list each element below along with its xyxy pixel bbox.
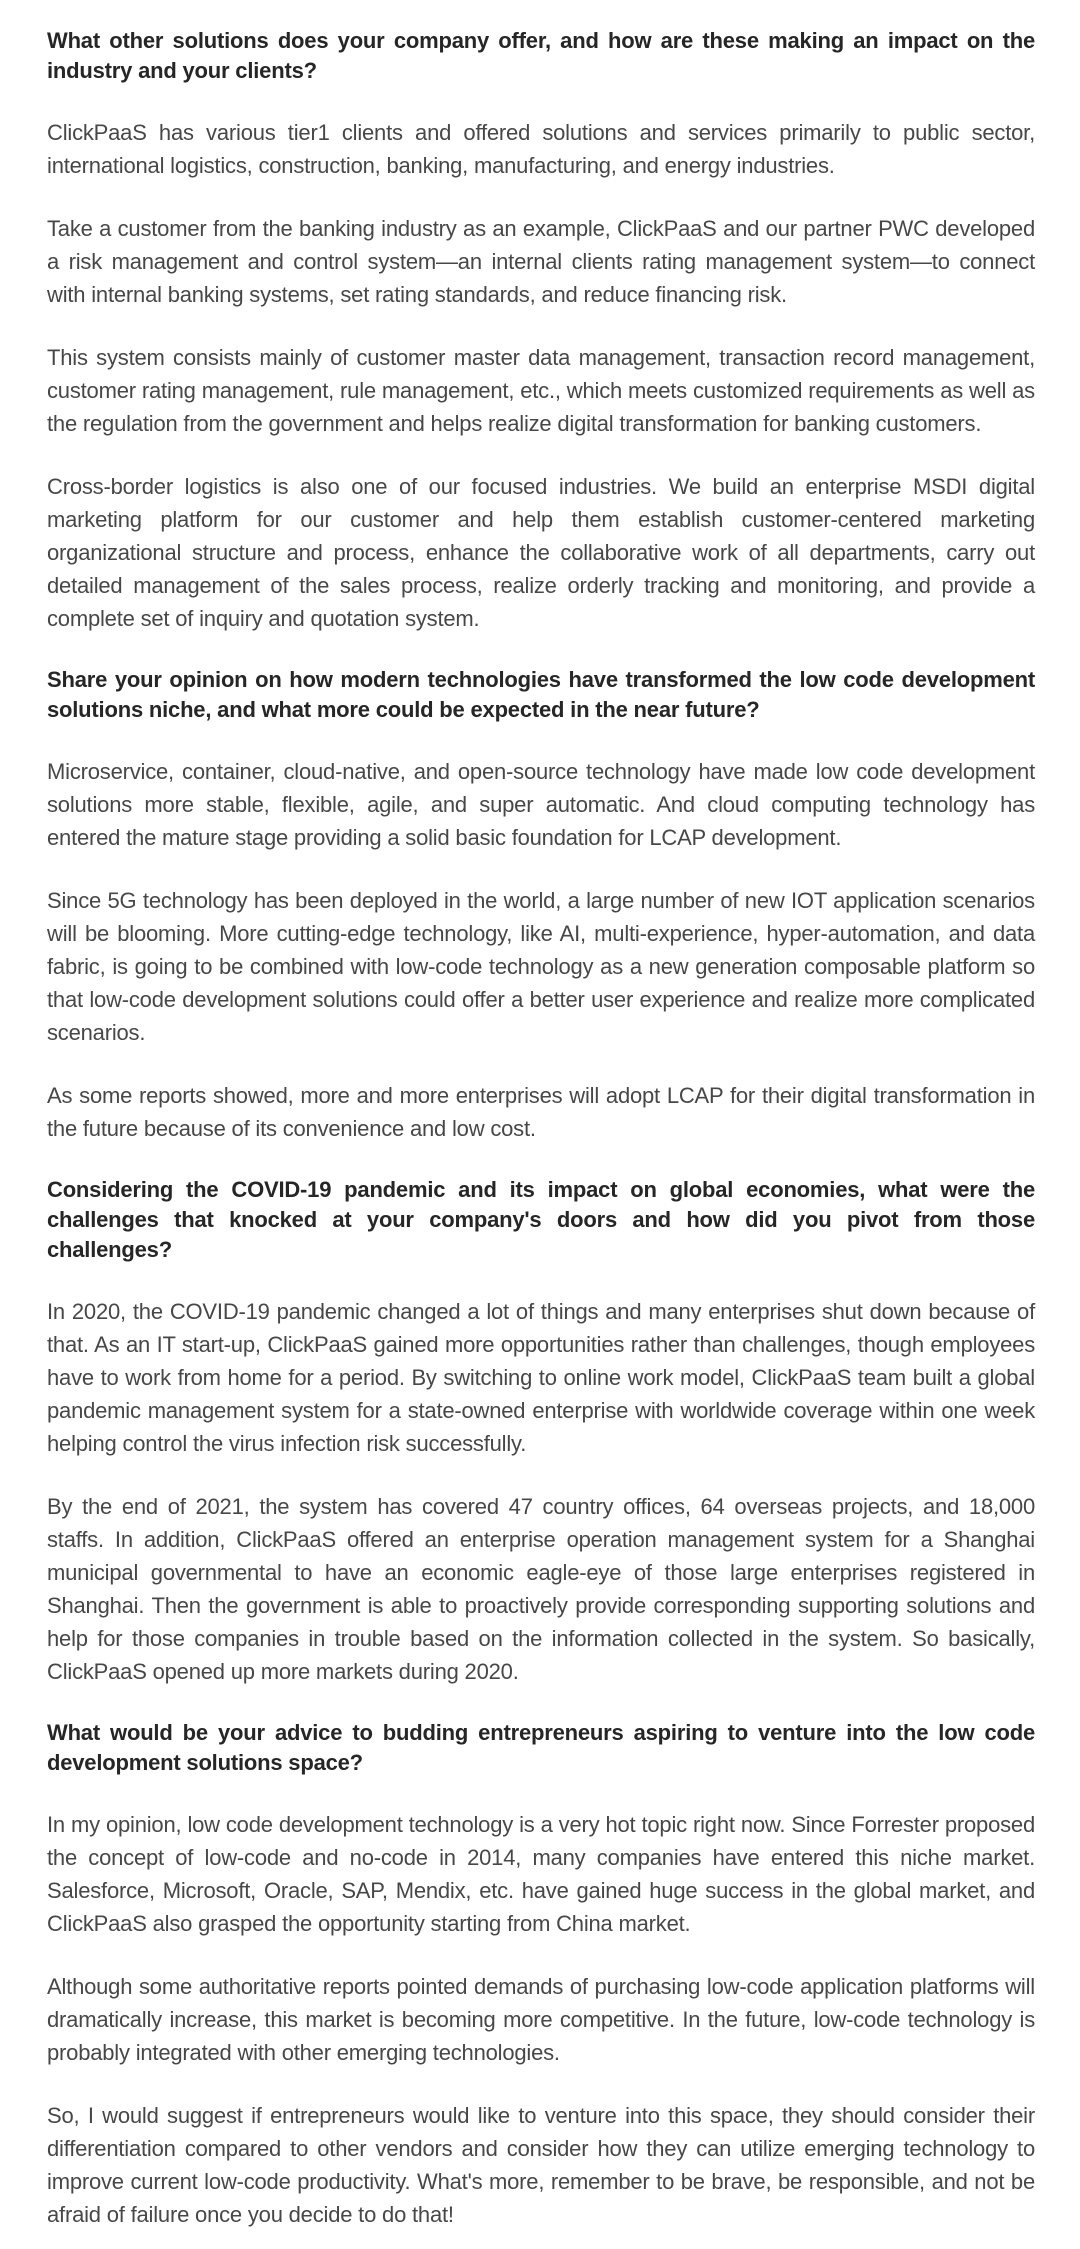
answer-paragraph: Since 5G technology has been deployed in the world, a large number of new IOT application scenarios will be blooming. More cutting-edge technology, like AI, multi-experience, hyper-automation, and data fabric, is going to be combined with low-code technology as a new generation composable platform so that low-code development solutions could offer a better user experience and realize more complicated scenarios. (47, 888, 1035, 1045)
answer-paragraph: By the end of 2021, the system has covered 47 country offices, 64 overseas projects, and 18,000 staffs. In addition, ClickPaaS offered an enterprise operation management system for a Shanghai municipal governmental to have an economic eagle-eye of those large enterprises registered in Shanghai. Then the government is able to proactively provide corresponding supporting solutions and help for those companies in trouble based on the information collected in the system. So basically, ClickPaaS opened up more markets during 2020. (47, 1494, 1035, 1684)
answer-paragraph: In 2020, the COVID-19 pandemic changed a lot of things and many enterprises shut down because of that. As an IT start-up, ClickPaaS gained more opportunities rather than challenges, though employees have to work from home for a period. By switching to online work model, ClickPaaS team built a global pandemic management system for a state-owned enterprise with worldwide coverage within one week helping control the virus infection risk successfully. (47, 1299, 1035, 1456)
answer-paragraph: Although some authoritative reports pointed demands of purchasing low-code application platforms will dramatically increase, this market is becoming more competitive. In the future, low-code technology is probably integrated with other emerging technologies. (47, 1974, 1035, 2065)
answer-paragraph: Cross-border logistics is also one of our focused industries. We build an enterprise MSDI digital marketing platform for our customer and help them establish customer-centered marketing organizational structure and process, enhance the collaborative work of all departments, carry out detailed management of the sales process, realize orderly tracking and monitoring, and provide a complete set of inquiry and quotation system. (47, 474, 1035, 631)
answer-paragraph: Take a customer from the banking industry as an example, ClickPaaS and our partner PWC developed a risk management and control system—an internal clients rating management system—to connect with internal banking systems, set rating standards, and reduce financing risk. (47, 216, 1035, 307)
question-heading: What other solutions does your company offer, and how are these making an impact on the industry and your clients? (47, 28, 1035, 83)
question-heading: What would be your advice to budding entrepreneurs aspiring to venture into the low code development solutions space? (47, 1720, 1035, 1775)
answer-paragraph: In my opinion, low code development technology is a very hot topic right now. Since Forrester proposed the concept of low-code and no-code in 2014, many companies have entered this niche market. Salesforce, Microsoft, Oracle, SAP, Mendix, etc. have gained huge success in the global market, and ClickPaaS also grasped the opportunity starting from China market. (47, 1812, 1035, 1936)
answer-paragraph: So, I would suggest if entrepreneurs would like to venture into this space, they should consider their differentiation compared to other vendors and consider how they can utilize emerging technology to improve current low-code productivity. What's more, remember to be brave, be responsible, and not be afraid of failure once you decide to do that! (47, 2103, 1035, 2227)
question-heading: Considering the COVID-19 pandemic and its impact on global economies, what were the challenges that knocked at your company's doors and how did you pivot from those challenges? (47, 1177, 1035, 1262)
answer-paragraph: This system consists mainly of customer master data management, transaction record management, customer rating management, rule management, etc., which meets customized requirements as well as the regulation from the government and helps realize digital transformation for banking customers. (47, 345, 1035, 436)
question-heading: Share your opinion on how modern technologies have transformed the low code development solutions niche, and what more could be expected in the near future? (47, 667, 1035, 722)
answer-paragraph: Microservice, container, cloud-native, and open-source technology have made low code development solutions more stable, flexible, agile, and super automatic. And cloud computing technology has entered the mature stage providing a solid basic foundation for LCAP development. (47, 759, 1035, 850)
interview-article (47, 26, 1035, 2231)
answer-paragraph: ClickPaaS has various tier1 clients and offered solutions and services primarily to public sector, international logistics, construction, banking, manufacturing, and energy industries. (47, 120, 1035, 178)
answer-paragraph: As some reports showed, more and more enterprises will adopt LCAP for their digital transformation in the future because of its convenience and low cost. (47, 1083, 1035, 1141)
